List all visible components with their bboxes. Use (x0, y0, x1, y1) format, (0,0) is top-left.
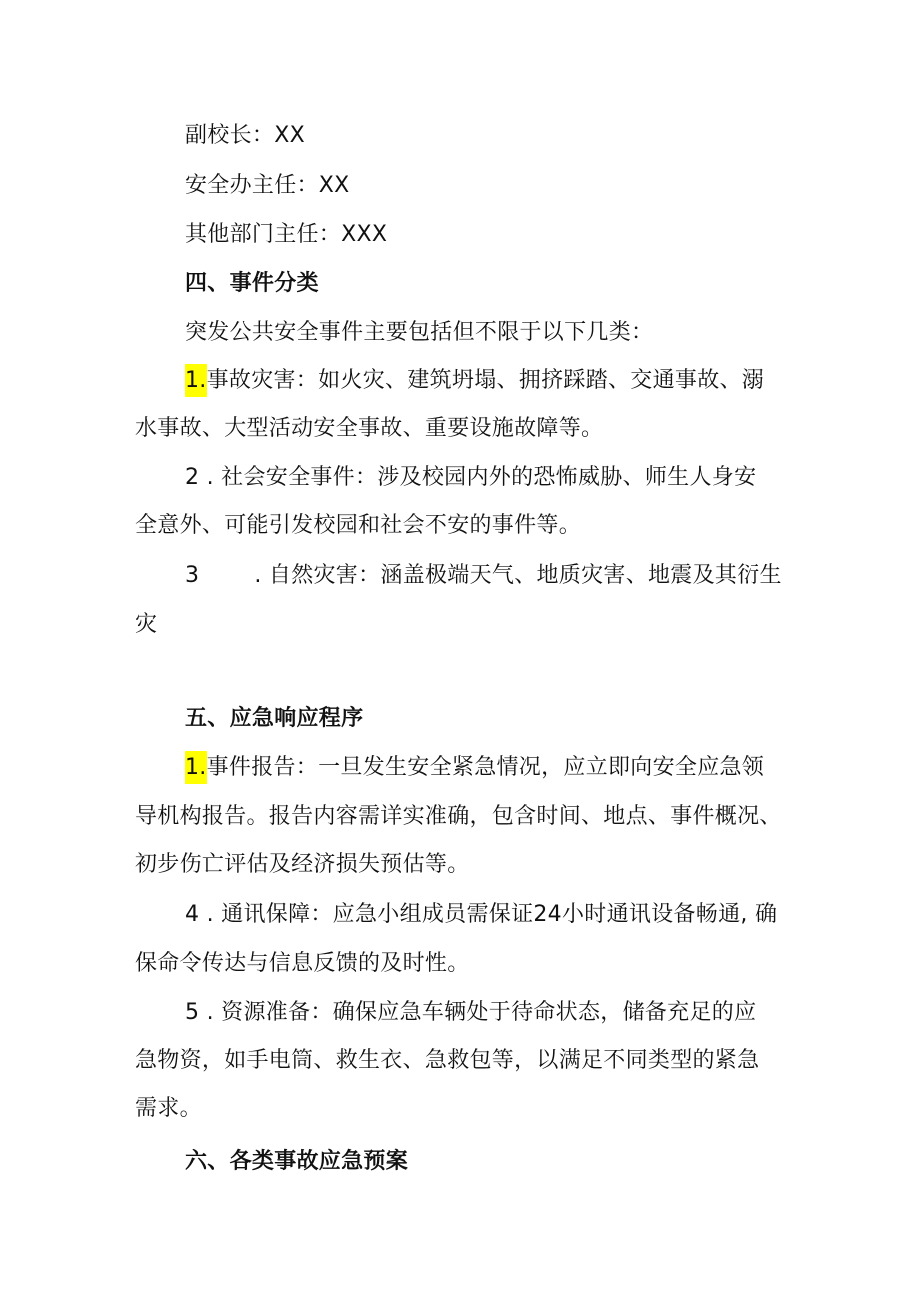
s5-item-5-line-1: 5 . 资源准备：确保应急车辆处于待命状态，储备充足的应 (185, 1000, 757, 1025)
s5-item-4-line-2: 保命令传达与信息反馈的及时性。 (135, 951, 470, 976)
s5-item-5-line-3: 需求。 (135, 1096, 202, 1121)
s5-item-1-line-2: 导机构报告。报告内容需详实准确，包含时间、地点、事件概况、 (135, 804, 782, 829)
s5-item-1-line-3: 初步伤亡评估及经济损失预估等。 (135, 852, 470, 877)
s4-item-1-line-1 (185, 366, 764, 396)
vice-principal-line: 副校长：XX (185, 123, 305, 148)
s4-item-3-number: 3 (185, 563, 200, 588)
s4-item-2-line-1: 2 . 社会安全事件：涉及校园内外的恐怖威胁、师生人身安 (185, 465, 757, 490)
s4-item-1-text: 事故灾害：如火灾、建筑坍塌、拥挤踩踏、交通事故、溺 (206, 368, 765, 393)
s5-item-1-text: 事件报告：一旦发生安全紧急情况，应立即向安全应急领 (206, 755, 765, 780)
s5-item-1-line-1 (185, 753, 764, 783)
s4-item-3-line-1 (185, 561, 782, 591)
s5-item-5-line-2: 急物资，如手电筒、救生衣、急救包等，以满足不同类型的紧急 (135, 1048, 760, 1073)
section-6-heading: 六、各类事故应急预案 (185, 1149, 409, 1174)
other-dept-line: 其他部门主任：XXX (185, 222, 388, 247)
section-4-heading: 四、事件分类 (185, 271, 319, 296)
highlighted-item-number: 1. (185, 751, 207, 784)
section-4-intro: 突发公共安全事件主要包括但不限于以下几类： (185, 320, 654, 345)
highlighted-item-number: 1. (185, 364, 207, 397)
s4-item-3-line-2: 灾 (135, 612, 158, 637)
s5-item-4-line-1: 4 . 通讯保障：应急小组成员需保证24小时通讯设备畅通, 确 (185, 902, 778, 927)
s4-item-3-text: . 自然灾害：涵盖极端天气、地质灾害、地震及其衍生 (254, 563, 782, 588)
s4-item-1-line-2: 水事故、大型活动安全事故、重要设施故障等。 (135, 416, 604, 441)
s4-item-2-line-2: 全意外、可能引发校园和社会不安的事件等。 (135, 513, 582, 538)
safety-office-line: 安全办主任：XX (185, 173, 350, 198)
section-5-heading: 五、应急响应程序 (185, 706, 364, 731)
